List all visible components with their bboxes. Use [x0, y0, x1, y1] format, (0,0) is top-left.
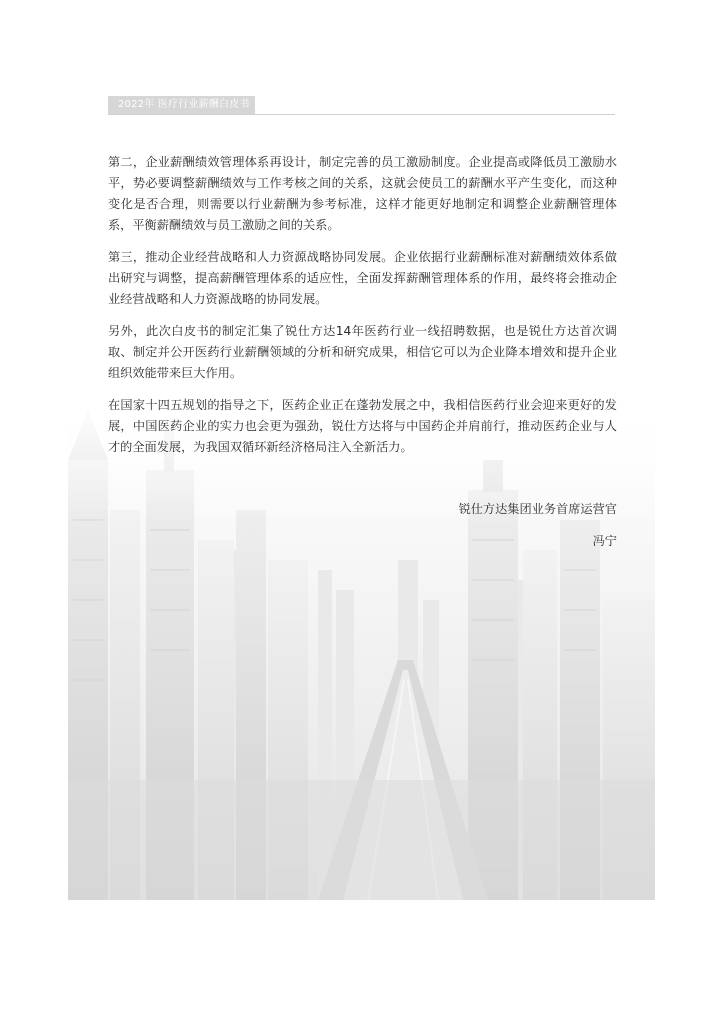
paragraph: 在国家十四五规划的指导之下，医药企业正在蓬勃发展之中，我相信医药行业会迎来更好的发展，中国医药企业的实力也会更为强劲，锐仕方达将与中国药企并肩前行，推动医药企业与人才的全面发展，为我国双循环新经济格局注入全新活力。: [108, 398, 617, 454]
paragraph: 另外，此次白皮书的制定汇集了锐仕方达14年医药行业一线招聘数据，也是锐仕方达首次调取、制定并公开医药行业薪酬领域的分析和研究成果，相信它可以为企业降本增效和提升企业组织效能带来巨大作用。: [108, 324, 617, 380]
city-skyline-background: [68, 400, 655, 900]
paragraph: 第三，推动企业经营战略和人力资源战略协同发展。企业依据行业薪酬标准对薪酬绩效体系做出研究与调整，提高薪酬管理体系的适应性，全面发挥薪酬管理体系的作用，最终将会推动企业经营战略和人力资源战略的协同发展。: [108, 250, 617, 306]
paragraph: 第二，企业薪酬绩效管理体系再设计，制定完善的员工激励制度。企业提高或降低员工激励水平，势必要调整薪酬绩效与工作考核之间的关系，这就会使员工的薪酬水平产生变化，而这种变化是否合理，则需要以行业薪酬为参考标准，这样才能更好地制定和调整企业薪酬管理体系，平衡薪酬绩效与员工激励之间的关系。: [108, 155, 617, 232]
signature-name: 冯宁: [592, 534, 617, 548]
signature-title: 锐仕方达集团业务首席运营官: [458, 502, 617, 516]
letter-body: [108, 152, 617, 469]
page-header: [108, 96, 615, 115]
header-label: 2022年 医疗行业薪酬白皮书: [108, 96, 255, 114]
